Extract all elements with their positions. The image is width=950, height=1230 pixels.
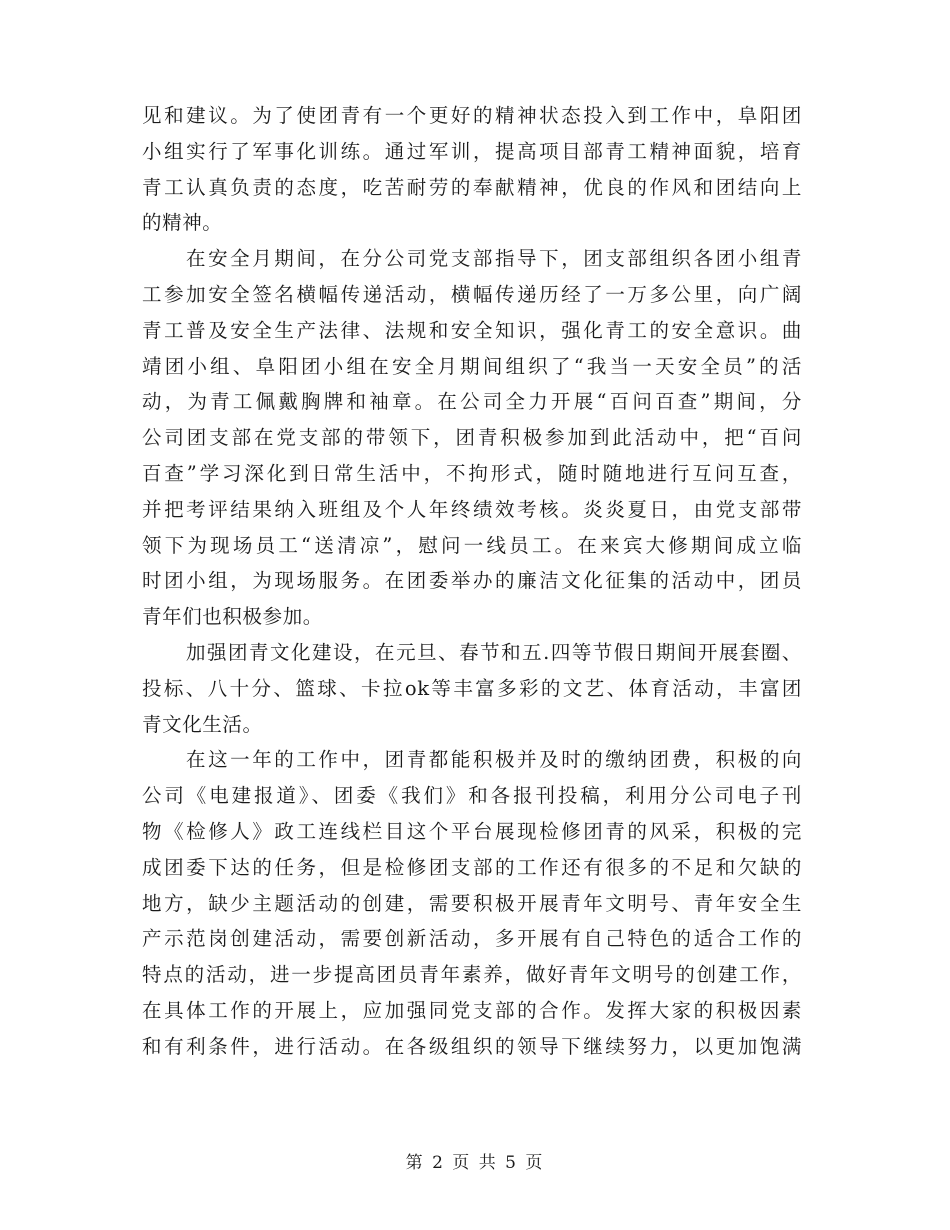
text-line: 投标、八十分、篮球、卡拉ok等丰富多彩的文艺、体育活动，丰富团: [142, 676, 802, 700]
text-line: 百查”学习深化到日常生活中，不拘形式，随时随地进行互问互查，: [142, 461, 802, 485]
text-line: 靖团小组、阜阳团小组在安全月期间组织了“我当一天安全员”的活: [142, 354, 802, 378]
text-line: 见和建议。为了使团青有一个更好的精神状态投入到工作中，阜阳团: [142, 104, 802, 127]
text-line: 在这一年的工作中，团青都能积极并及时的缴纳团费，积极的向: [186, 748, 802, 772]
text-line: 的精神。: [142, 211, 223, 235]
text-line: 工参加安全签名横幅传递活动，横幅传递历经了一万多公里，向广阔: [142, 282, 802, 306]
text-line: 物《检修人》政工连线栏目这个平台展现检修团青的风采，积极的完: [142, 819, 802, 843]
text-line: 公司《电建报道》、团委《我们》和各报刊投稿，利用分公司电子刊: [142, 784, 802, 808]
text-line: 动，为青工佩戴胸牌和袖章。在公司全力开展“百问百查”期间，分: [142, 390, 802, 414]
text-line: 领下为现场员工“送清凉”，慰问一线员工。在来宾大修期间成立临: [142, 533, 802, 557]
page-body: [142, 98, 802, 1065]
text-line: 公司团支部在党支部的带领下，团青积极参加到此活动中，把“百问: [142, 426, 802, 450]
text-line: 在具体工作的开展上，应加强同党支部的合作。发挥大家的积极因素: [142, 998, 802, 1022]
text-line: 加强团青文化建设，在元旦、春节和五.四等节假日期间开展套圈、: [186, 640, 802, 664]
text-line: 特点的活动，进一步提高团员青年素养，做好青年文明号的创建工作，: [142, 963, 802, 987]
text-line: 和有利条件，进行活动。在各级组织的领导下继续努力，以更加饱满: [142, 1034, 802, 1058]
text-line: 并把考评结果纳入班组及个人年终绩效考核。炎炎夏日，由党支部带: [142, 497, 802, 521]
text-line: 地方，缺少主题活动的创建，需要积极开展青年文明号、青年安全生: [142, 891, 802, 915]
text-line: 青工认真负责的态度，吃苦耐劳的奉献精神，优良的作风和团结向上: [142, 175, 802, 199]
text-line: 青文化生活。: [142, 712, 263, 736]
text-line: 青年们也积极参加。: [142, 605, 323, 629]
text-line: 成团委下达的任务，但是检修团支部的工作还有很多的不足和欠缺的: [142, 855, 802, 879]
text-line: 在安全月期间，在分公司党支部指导下，团支部组织各团小组青: [186, 247, 802, 271]
text-line: 小组实行了军事化训练。通过军训，提高项目部青工精神面貌，培育: [142, 139, 802, 163]
text-line: 青工普及安全生产法律、法规和安全知识，强化青工的安全意识。曲: [142, 318, 802, 342]
page-number-footer: 第 2 页 共 5 页: [405, 1153, 545, 1173]
text-line: 产示范岗创建活动，需要创新活动，多开展有自己特色的适合工作的: [142, 927, 802, 951]
text-line: 时团小组，为现场服务。在团委举办的廉洁文化征集的活动中，团员: [142, 569, 802, 593]
